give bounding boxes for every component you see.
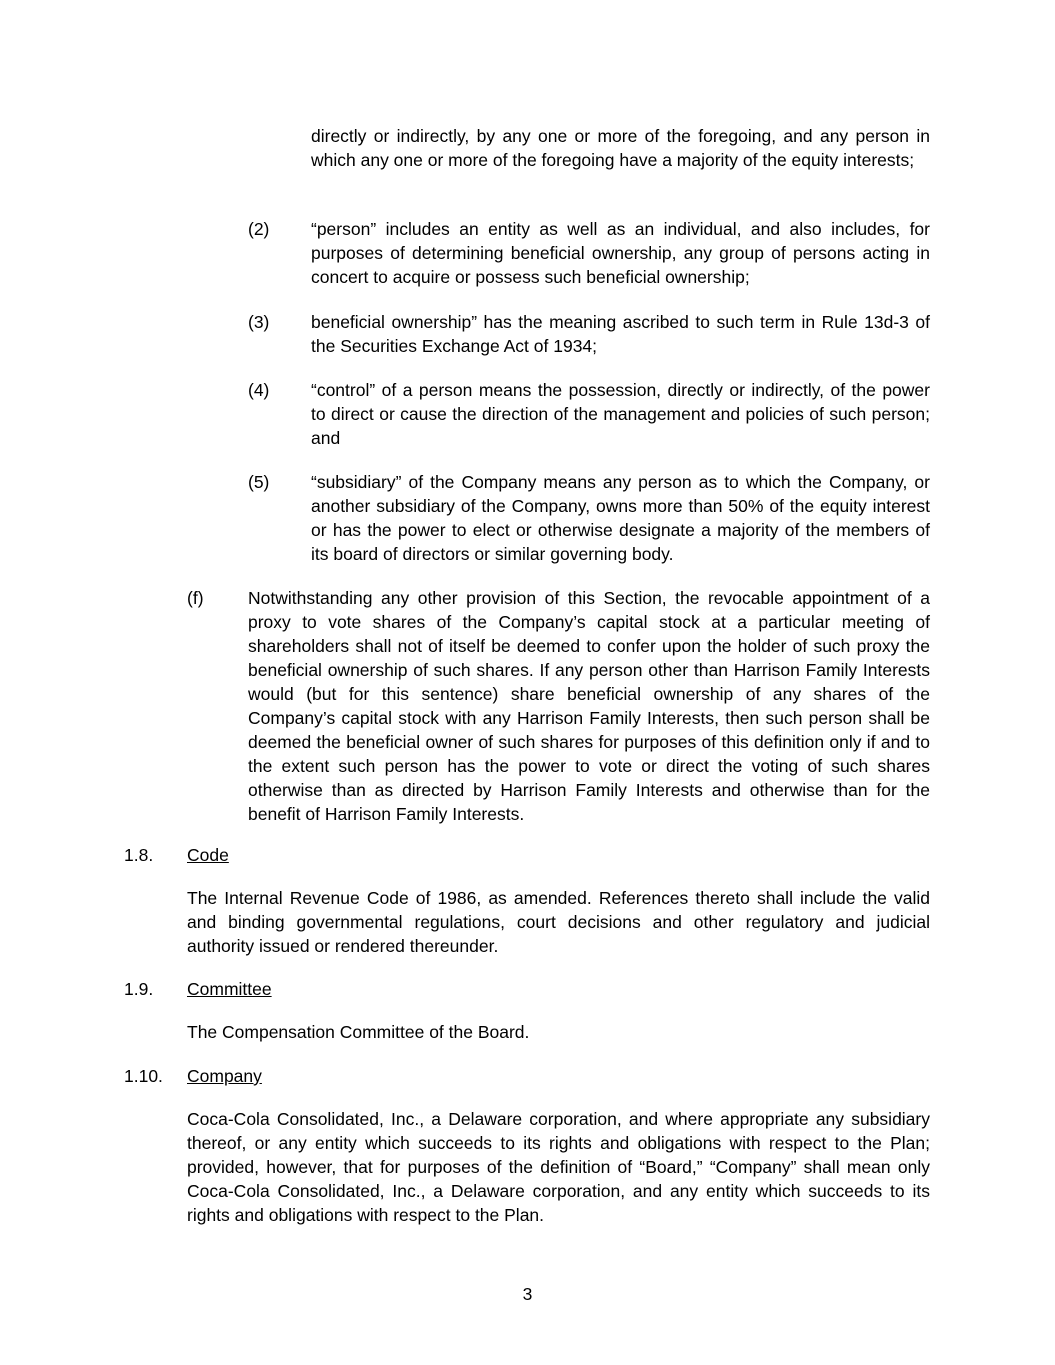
continuation-paragraph: directly or indirectly, by any one or more of the foregoing, and any person in which any one or more of the foregoing have a majority of the equity interests; [311,126,930,170]
section-1-8-heading: Code [187,845,229,865]
section-1-10-heading: Company [187,1066,262,1086]
section-1-8-body: The Internal Revenue Code of 1986, as amended. References thereto shall include the valid and binding governmental regulations, court decisions and other regulatory and judicial authority issued or rendered thereunder. [187,888,930,956]
item-5-label: (5) [248,472,270,492]
section-1-9-body: The Compensation Committee of the Board. [187,1022,530,1042]
item-5-text: “subsidiary” of the Company means any person as to which the Company, or another subsidiary of the Company, owns more than 50% of the equity interest or has the power to elect or otherwise designate a majority of the members of its board of directors or similar governing body. [311,472,930,564]
item-3-text: beneficial ownership” has the meaning ascribed to such term in Rule 13d-3 of the Securities Exchange Act of 1934; [311,312,930,356]
item-2-text: “person” includes an entity as well as an individual, and also includes, for purposes of determining beneficial ownership, any group of persons acting in concert to acquire or possess such beneficial ownership; [311,219,930,287]
item-3-label: (3) [248,312,270,332]
section-1-10-number: 1.10. [124,1066,163,1086]
section-1-9-heading: Committee [187,979,272,999]
section-1-10-body: Coca-Cola Consolidated, Inc., a Delaware corporation, and where appropriate any subsidiary thereof, or any entity which succeeds to its rights and obligations with respect to the Plan; provided, however, that for purposes of the definition of “Board,” “Company” shall mean only Coca-Cola Consolidated, Inc., a Delaware corporation, and any entity which succeeds to its rights and obligations with respect to the Plan. [187,1109,930,1225]
item-2-label: (2) [248,219,270,239]
subsection-f-text: Notwithstanding any other provision of this Section, the revocable appointment of a proxy to vote shares of the Company’s capital stock at a particular meeting of shareholders shall not of itself be deemed to confer upon the holder of such proxy the beneficial ownership of such shares. If any person other than Harrison Family Interests would (but for this sentence) share beneficial ownership of any shares of the Company’s capital stock with any Harrison Family Interests, then such person shall be deemed the beneficial owner of such shares for purposes of this definition only if and to the extent such person has the power to vote or direct the voting of such shares otherwise than as directed by Harrison Family Interests and otherwise than for the benefit of Harrison Family Interests. [248,588,930,824]
section-1-9-number: 1.9. [124,979,154,999]
item-4-text: “control” of a person means the possession, directly or indirectly, of the power to direct or cause the direction of the management and policies of such person; and [311,380,930,448]
page-number: 3 [522,1284,533,1304]
item-4-label: (4) [248,380,270,400]
subsection-f-label: (f) [187,588,204,608]
section-1-8-number: 1.8. [124,845,154,865]
